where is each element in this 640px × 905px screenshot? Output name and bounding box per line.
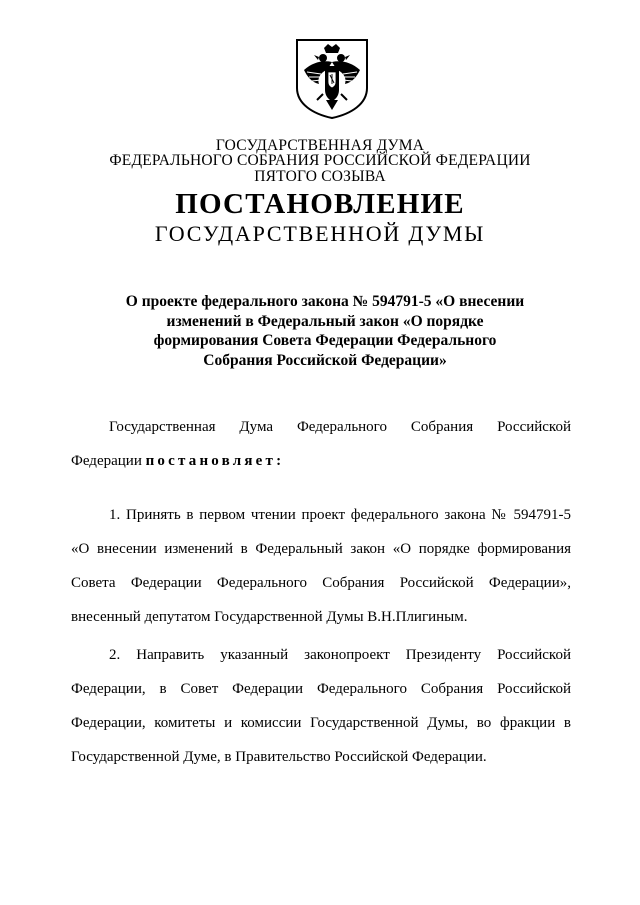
document-subtitle: ГОСУДАРСТВЕННОЙ ДУМЫ bbox=[154, 221, 486, 246]
resolution-subject bbox=[110, 292, 540, 370]
clause-1 bbox=[71, 498, 571, 634]
clause-line: Федерации, в Совет Федерации Федерального Собрания Российской bbox=[71, 681, 571, 697]
clause-line: «О внесении изменений в Федеральный закон «О порядке формирования bbox=[71, 541, 571, 557]
coat-of-arms-icon bbox=[293, 38, 371, 120]
preamble bbox=[71, 410, 571, 478]
subject-line: Собрания Российской Федерации» bbox=[203, 351, 447, 369]
preamble-line: Государственная Дума Федерального Собрания Российской bbox=[109, 419, 571, 435]
subject-line: изменений в Федеральный закон «О порядке bbox=[166, 312, 484, 330]
header-line-duma: ГОСУДАРСТВЕННАЯ ДУМА bbox=[215, 137, 425, 154]
clause-line: Совета Федерации Федерального Собрания Российской Федерации», bbox=[71, 575, 571, 591]
clause-line: Государственной Думе, в Правительство Российской Федерации. bbox=[71, 749, 487, 765]
clause-line: 1. Принять в первом чтении проект федерального закона № 594791-5 bbox=[109, 507, 571, 523]
subject-line: формирования Совета Федерации Федерального bbox=[153, 332, 497, 349]
clause-2 bbox=[71, 638, 571, 774]
resolves-word: постановляет: bbox=[145, 453, 285, 469]
clause-line: внесенный депутатом Государственной Думы В.Н.Плигиным. bbox=[71, 609, 468, 625]
clause-line: 2. Направить указанный законопроект Президенту Российской bbox=[109, 647, 571, 663]
preamble-line bbox=[71, 444, 571, 478]
header-line-assembly: ФЕДЕРАЛЬНОГО СОБРАНИЯ РОССИЙСКОЙ ФЕДЕРАЦИИ bbox=[109, 152, 531, 169]
header-line-convocation: ПЯТОГО СОЗЫВА bbox=[254, 168, 386, 185]
preamble-text: Федерации bbox=[71, 453, 146, 469]
subject-line: О проекте федерального закона № 594791-5 «О внесении bbox=[125, 293, 525, 310]
document-title: ПОСТАНОВЛЕНИЕ bbox=[175, 188, 465, 220]
clause-line: Федерации, комитеты и комиссии Государственной Думы, во фракции в bbox=[71, 715, 571, 731]
